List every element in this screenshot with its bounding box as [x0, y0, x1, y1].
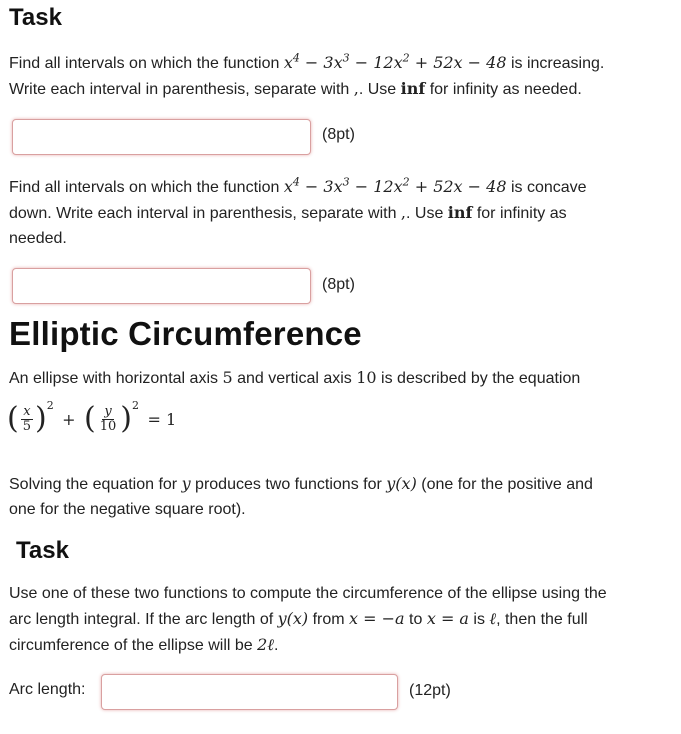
- points-label-3: (12pt): [409, 682, 451, 699]
- task2-text: Use one of these two functions to compute the circumference of the ellipse using the arc length integral. If the arc length of y(x) from x = −a to x = a is ℓ, then the full circumference of the ellipse will be 2ℓ.: [9, 585, 607, 654]
- points-label-1: (8pt): [322, 126, 355, 143]
- function-expression: $x^4 - 3x^3 - 12x^2 + 52x - 48$: [283, 51, 507, 72]
- function-expression: $x^4 - 3x^3 - 12x^2 + 52x - 48$: [283, 175, 507, 196]
- task-heading-2: Task: [16, 537, 69, 564]
- ellipse-equation: ( $\frac{x}{5}$ )$^2$ + ( $\frac{y}{10}$ )$^2$ = 1: [7, 399, 177, 436]
- answer-input-1[interactable]: [12, 119, 311, 155]
- ellipse-intro-text: An ellipse with horizontal axis 5 and vertical axis 10 is described by the equation: [9, 368, 581, 387]
- arc-length-label: Arc length:: [9, 681, 86, 698]
- section-heading-ellipse: Elliptic Circumference: [9, 315, 362, 352]
- task-heading-1: Task: [9, 4, 62, 31]
- answer-input-2[interactable]: [12, 268, 311, 304]
- question-2-text: Find all intervals on which the function $x^4 - 3x^3 - 12x^2 + 52x - 48$ is concave down. Write each interval in parenthesis, separate with ,. Use inf for infinity as needed.: [9, 175, 587, 247]
- arc-length-input[interactable]: [101, 674, 398, 710]
- ellipse-solve-text: Solving the equation for y produces two functions for y(x) (one for the positive and one for the negative square root).: [9, 474, 593, 518]
- question-1-text: Find all intervals on which the function $x^4 - 3x^3 - 12x^2 + 52x - 48$ is increasing. Write each interval in parenthesis, separate with ,. Use inf for infinity as needed.: [9, 51, 605, 98]
- points-label-2: (8pt): [322, 276, 355, 293]
